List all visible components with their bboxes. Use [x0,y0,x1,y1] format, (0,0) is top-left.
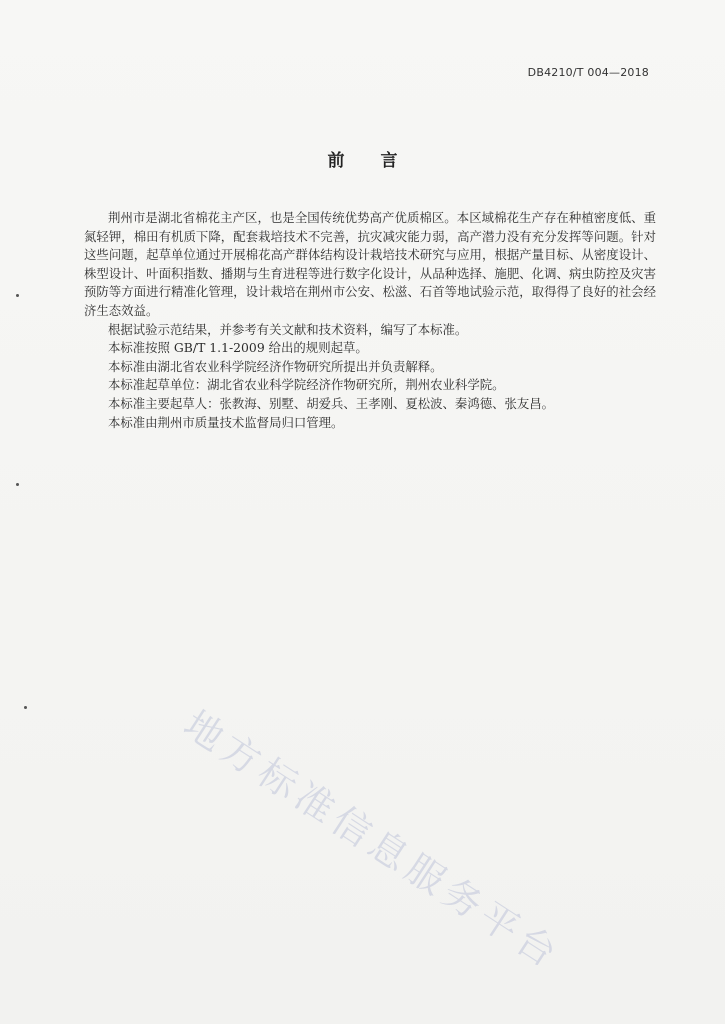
watermark-text: 地方标准信息服务平台 [176,701,570,979]
scan-speck [16,294,19,297]
paragraph-basis: 根据试验示范结果，并参考有关文献和技术资料，编写了本标准。 [108,321,468,337]
document-code: DB4210/T 004—2018 [527,66,649,79]
foreword-body [84,209,656,432]
paragraph-drafters: 本标准主要起草人：张教海、别墅、胡爱兵、王孝刚、夏松波、秦鸿德、张友昌。 [108,395,555,411]
paragraph-administration: 本标准由荆州市质量技术监督局归口管理。 [108,414,344,430]
paragraph-drafting-rules: 本标准按照 GB/T 1.1-2009 给出的规则起草。 [108,340,368,356]
page-title: 前言 [327,151,434,171]
scan-speck [24,706,27,709]
paragraph-intro: 荆州市是湖北省棉花主产区，也是全国传统优势高产优质棉区。本区域棉花生产存在种植密度低、重氮轻钾，棉田有机质下降，配套栽培技术不完善，抗灾减灾能力弱，高产潜力没有充分发挥等问题。针对这些问题，起草单位通过开展棉花高产群体结构设计栽培技术研究与应用，根据产量目标、从密度设计、株型设计、叶面积指数、播期与生育进程等进行数字化设计，从品种选择、施肥、化调、病虫防控及灾害预防等方面进行精准化管理，设计栽培在荆州市公安、松滋、石首等地试验示范，取得得了良好的社会经济生态效益。 [84,210,656,318]
scan-speck [16,483,19,486]
paragraph-drafting-units: 本标准起草单位：湖北省农业科学院经济作物研究所，荆州农业科学院。 [108,377,505,393]
paragraph-proposer: 本标准由湖北省农业科学院经济作物研究所提出并负责解释。 [108,358,443,374]
